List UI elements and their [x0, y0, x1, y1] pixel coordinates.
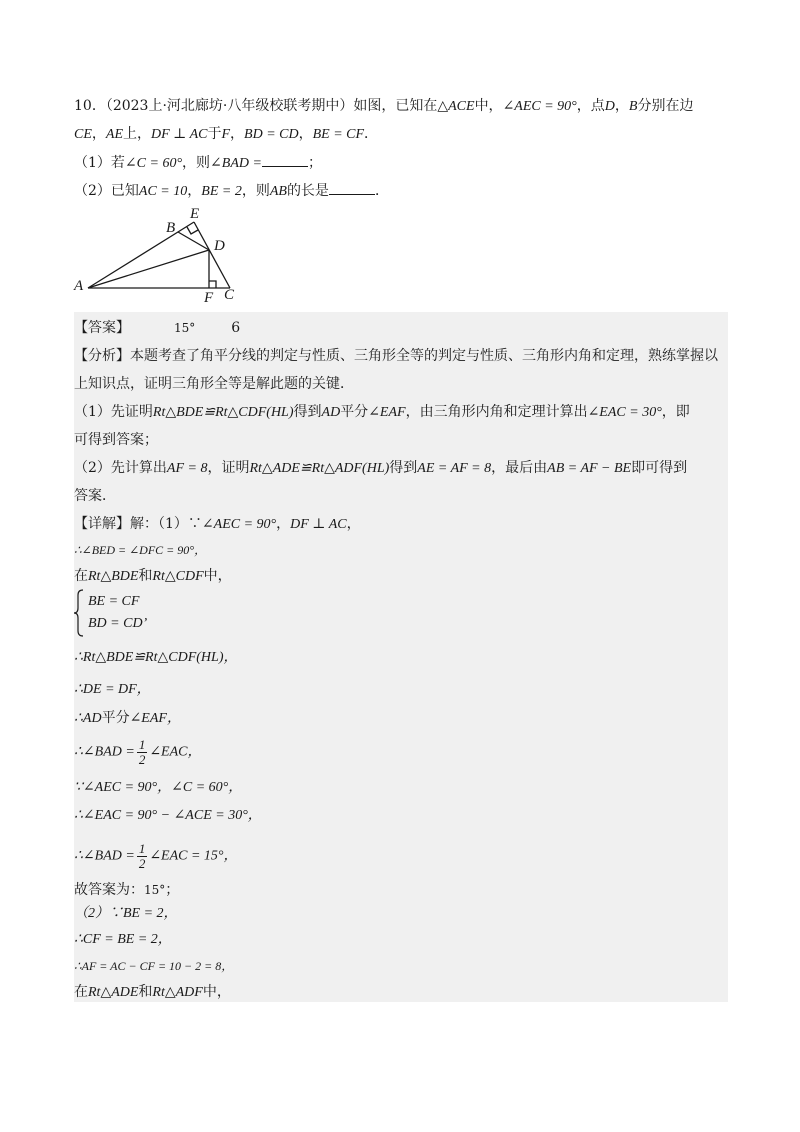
be-value: BE = 2 [201, 184, 242, 199]
angle-aec: ∠AEC = 90° [201, 517, 277, 532]
answer-blank-2 [329, 180, 375, 195]
problem-source: 10．（2023上·河北廊坊·八年级校联考期中）如图，已知在 [74, 98, 438, 114]
angle-bad: ∠BAD = [210, 156, 262, 171]
angle-aec: ∠AEC = 90° [502, 99, 577, 114]
label-a: A [74, 278, 84, 294]
angle-c: ∠C = 60° [124, 156, 183, 171]
text: 平分 [340, 404, 369, 420]
numerator: 1 [138, 737, 146, 752]
text: ∠EAF， [129, 711, 181, 726]
detail-line-6: ∴Rt△BDE≌Rt△CDF(HL)， [74, 650, 238, 665]
text: （1）先证明 [74, 404, 153, 420]
answer-label: 【答案】 [74, 320, 130, 336]
analysis-line-1: 【分析】本题考查了角平分线的判定与性质、三角形全等的判定与性质、三角形内角和定理，熟练掌握以 [74, 348, 718, 364]
text: ∠EAC， [149, 744, 202, 760]
question-1 [74, 152, 322, 174]
text: ，点 [576, 98, 605, 114]
text: （2）已知 [74, 183, 139, 199]
problem-line-1 [74, 96, 693, 117]
point-f: F [221, 127, 231, 142]
detail-line-4: BE = CF [88, 594, 140, 609]
fraction-half [137, 842, 148, 871]
point-d: D [604, 99, 615, 114]
text: 得到 [293, 404, 322, 420]
left-brace-icon [74, 589, 84, 637]
ab-formula: AB = AF − BE [547, 461, 632, 476]
text: 中， [203, 568, 232, 584]
question-2 [74, 180, 389, 202]
denominator: 2 [138, 752, 146, 767]
df-perp-ac: DF ⊥ AC [290, 517, 347, 532]
text: ． [374, 183, 389, 199]
answer-blank-1 [262, 152, 308, 167]
text: ， [230, 126, 245, 142]
problem-line-2 [74, 124, 378, 145]
label-f: F [204, 290, 214, 306]
segment-ad [88, 250, 209, 288]
text: 和 [138, 984, 153, 1000]
ac-value: AC = 10 [138, 184, 188, 199]
text: ， [187, 183, 202, 199]
detail-line-11: ∴∠EAC = 90° − ∠ACE = 30°， [74, 808, 262, 823]
label-c: C [224, 287, 235, 303]
label-b: B [166, 220, 176, 236]
text: 中， [202, 984, 231, 1000]
label-d: D [214, 238, 225, 254]
fraction-half [137, 738, 148, 767]
text: 在 [74, 984, 88, 1000]
detail-line-5: BD = CD’ [88, 616, 148, 631]
text: ， [298, 126, 313, 142]
text: 的长是 [286, 183, 329, 199]
text: 平分 [101, 710, 130, 726]
detail-line-17 [74, 982, 231, 1003]
text: （1）若 [74, 155, 125, 171]
text: ，则 [241, 183, 270, 199]
detail-line-1 [74, 514, 361, 535]
text: ， [91, 126, 106, 142]
triangle-adf: Rt△ADF [152, 985, 203, 1000]
text: ∴∠BAD = [74, 848, 135, 864]
numerator: 1 [138, 841, 146, 856]
text: ； [165, 882, 180, 898]
triangle-ace: △ACE [437, 99, 475, 114]
analysis-line-4: 可得到答案； [74, 432, 158, 448]
analysis-line-2: 上知识点，证明三角形全等是解此题的关键． [74, 376, 354, 392]
angle-eac: ∠EAC = 30° [587, 405, 662, 420]
text: 中， [474, 98, 503, 114]
side-ce: CE [74, 127, 92, 142]
detail-line-3 [74, 566, 232, 587]
triangle-ade: Rt△ADE [88, 985, 139, 1000]
text: ∠EAC = 15°， [149, 848, 238, 864]
detail-line-12 [74, 842, 238, 871]
right-angle-f [209, 281, 216, 288]
detail-line-10: ∵∠AEC = 90°，∠C = 60°， [74, 780, 243, 795]
text: 【详解】解：（1）∵ [74, 516, 202, 532]
text: ，由三角形内角和定理计算出 [405, 404, 588, 420]
ae-eq-af: AE = AF = 8 [417, 461, 492, 476]
analysis-line-6: 答案． [74, 488, 116, 504]
answer-value-2: 6 [231, 320, 241, 336]
answer-line [74, 318, 240, 338]
geometry-figure [66, 202, 256, 308]
segment-ad: AD [321, 405, 341, 420]
text: ，则 [182, 155, 211, 171]
af-value: AF = 8 [166, 461, 208, 476]
label-e: E [190, 206, 200, 222]
right-angle-e [187, 227, 198, 234]
answer-value-1: 15° [174, 321, 196, 335]
side-ae: AE [105, 127, 123, 142]
text: 得到 [389, 460, 418, 476]
segment-ab: AB [269, 184, 287, 199]
congruence-2: Rt△ADE≌Rt△ADF(HL) [249, 461, 390, 476]
detail-line-9 [74, 738, 201, 767]
detail-line-14: （2）∵BE = 2， [74, 906, 178, 921]
bd-eq-cd: BD = CD [244, 127, 299, 142]
text: ，证明 [207, 460, 250, 476]
text: 在 [74, 568, 88, 584]
detail-line-8 [74, 708, 181, 729]
angle-eaf: ∠EAF [368, 405, 406, 420]
text: ； [307, 155, 322, 171]
segment-ec [194, 222, 230, 288]
point-b: B [628, 99, 638, 114]
detail-line-7: ∴DE = DF， [74, 682, 151, 697]
detail-line-16: ∴AF = AC − CF = 10 − 2 = 8， [74, 959, 234, 973]
detail-line-15: ∴CF = BE = 2， [74, 932, 172, 947]
text: 即可得到 [631, 460, 688, 476]
text: ∴AD [74, 711, 102, 726]
text: 和 [138, 568, 153, 584]
df-perp-ac: DF ⊥ AC [151, 127, 208, 142]
text: ， [276, 516, 291, 532]
congruence-1: Rt△BDE≌Rt△CDF(HL) [152, 405, 294, 420]
text: （2）先计算出 [74, 460, 167, 476]
be-eq-cf: BE = CF [312, 127, 365, 142]
text: ， [614, 98, 629, 114]
text: ． [364, 126, 379, 142]
text: ，即 [661, 404, 690, 420]
text: ， [346, 516, 361, 532]
text: 上， [123, 126, 151, 142]
triangle-cdf: Rt△CDF [152, 569, 204, 584]
denominator: 2 [138, 856, 146, 871]
triangle-bde: Rt△BDE [88, 569, 139, 584]
detail-line-13 [74, 880, 179, 900]
detail-line-2: ∴∠BED = ∠DFC = 90°， [74, 543, 207, 557]
text: ，最后由 [491, 460, 548, 476]
text: 分别在边 [637, 98, 694, 114]
analysis-line-5 [74, 458, 687, 479]
text: 于 [207, 126, 222, 142]
text: ∴∠BAD = [74, 744, 135, 760]
text: 故答案为： [74, 882, 144, 898]
analysis-line-3 [74, 402, 690, 423]
answer-15deg: 15° [144, 883, 166, 897]
